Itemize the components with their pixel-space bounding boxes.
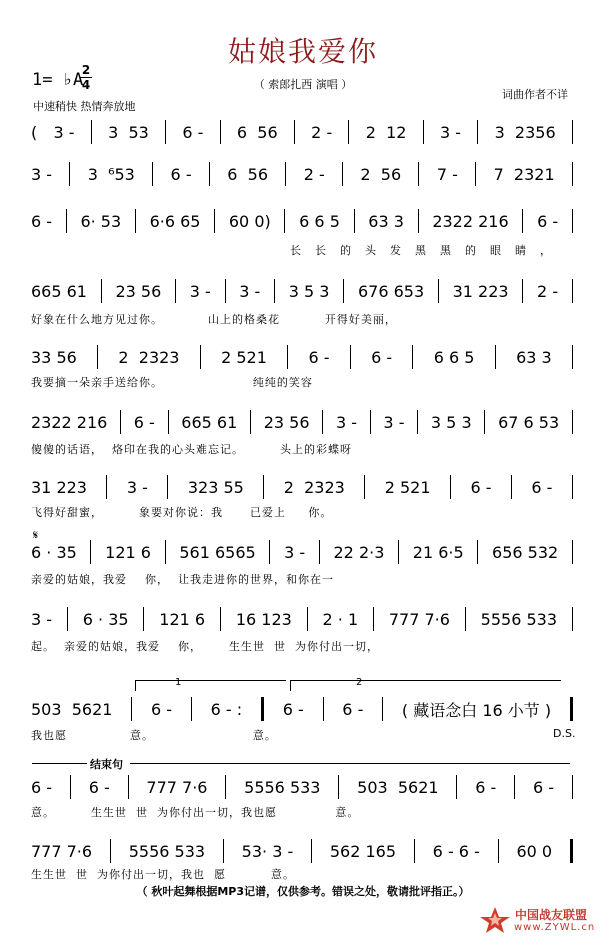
barline: [570, 697, 573, 721]
barline: [101, 279, 102, 303]
barline: [572, 475, 573, 499]
score-row-notes: [31, 837, 573, 865]
barline: [143, 607, 144, 631]
note-group: 5556 533: [244, 777, 321, 797]
barline: [572, 279, 573, 303]
note-group: 6 - 6 -: [432, 841, 480, 861]
note-group: 777 7·6: [146, 777, 208, 797]
note-group: 6 -: [470, 477, 492, 497]
note-group: 6 · 35: [82, 609, 129, 629]
score-row: [31, 605, 573, 633]
note-group: 6 -: [88, 777, 110, 797]
barline: [572, 410, 573, 434]
note-group: 3 53: [108, 122, 149, 142]
score-row-notes: [31, 343, 573, 371]
barline: [250, 410, 251, 434]
key-signature: 1= ♭A: [32, 70, 84, 90]
barline: [91, 120, 92, 144]
lyric-line: 起。 亲爱的姑娘，我爱 你， 生生世 世 为你付出一切，: [31, 640, 379, 653]
note-group: 2 -: [311, 122, 333, 142]
note-group: 6 - :: [210, 699, 243, 719]
note-group: 3 5 3: [288, 281, 330, 301]
score-row: [31, 408, 573, 436]
note-group: 323 55: [187, 477, 244, 497]
barline: [128, 775, 129, 799]
barline: [572, 345, 573, 369]
barline: [284, 209, 285, 233]
score-row-notes: [31, 473, 573, 501]
coda-line-right: [130, 763, 570, 764]
note-group: 5556 533: [480, 609, 557, 629]
barline: [323, 697, 324, 721]
score-row: [31, 277, 573, 305]
tempo-marking: 中速稍快 热情奔放地: [33, 100, 136, 113]
barline: [495, 345, 496, 369]
note-group: 6 -: [170, 164, 192, 184]
note-group: 31 223: [452, 281, 509, 301]
barline: [152, 162, 153, 186]
note-group: 6 -: [31, 211, 53, 231]
coda-label: 结束句: [90, 758, 123, 771]
barline: [465, 607, 466, 631]
note-group: 63 3: [516, 347, 552, 367]
barline: [398, 540, 399, 564]
lyric-line: 我要摘一朵亲手送给你。 纯纯的笑容: [31, 376, 313, 389]
lyric-line: 我也愿 意。 意。: [31, 729, 277, 742]
barline: [522, 209, 523, 233]
segno-sign: 𝄋: [33, 528, 39, 542]
note-group: 6 -: [31, 777, 53, 797]
note-group: 2 2323: [283, 477, 345, 497]
note-group: 3 -: [239, 281, 261, 301]
barline: [382, 697, 383, 721]
barline: [364, 475, 365, 499]
note-group: 2 -: [537, 281, 559, 301]
barline: [511, 475, 512, 499]
note-group: 3 -: [284, 542, 306, 562]
barline: [514, 775, 515, 799]
barline: [311, 839, 312, 863]
note-group: 67 6 53: [498, 412, 560, 432]
note-group: 53· 3 -: [241, 841, 294, 861]
barline: [287, 345, 288, 369]
note-group: 3 2356: [494, 122, 556, 142]
barline: [67, 607, 68, 631]
note-group: 6 6 5: [299, 211, 340, 231]
note-group: 6·6 65: [149, 211, 201, 231]
note-group: 2 521: [221, 347, 267, 367]
note-group: 2 521: [384, 477, 431, 497]
barline: [120, 410, 121, 434]
score-row-notes: [31, 207, 573, 235]
watermark-name: 中国战友联盟: [515, 908, 588, 922]
note-group: 2 56: [360, 164, 402, 184]
watermark-url: www.ZYWL.cn: [514, 922, 596, 933]
barline: [477, 120, 478, 144]
note-group: 33 56: [31, 347, 77, 367]
barline: [343, 279, 344, 303]
note-group: 6 -: [308, 347, 330, 367]
barline: [66, 209, 67, 233]
score-row: [31, 207, 573, 235]
note-group: 6 -: [532, 777, 554, 797]
note-group: 777 7·6: [388, 609, 450, 629]
note-group: 3 -: [383, 412, 405, 432]
note-group: 6 -: [475, 777, 497, 797]
barline: [191, 697, 192, 721]
barline: [209, 162, 210, 186]
lyric-line: 长长的头发黑黑的眼睛，: [290, 244, 565, 257]
score-row: [31, 773, 573, 801]
note-group: 6· 53: [80, 211, 122, 231]
note-group: 121 6: [159, 609, 206, 629]
score-row-notes: [31, 773, 573, 801]
note-group: 562 165: [329, 841, 397, 861]
note-group: 3 -: [440, 122, 462, 142]
ds-mark: D.S.: [553, 727, 576, 740]
barline: [167, 475, 168, 499]
barline: [70, 775, 71, 799]
barline: [168, 410, 169, 434]
lyric-line: 好象在什么地方见过你。 山上的格桑花 开得好美丽，: [31, 313, 397, 326]
footer-note: （ 秋叶起舞根据MP3记谱，仅供参考。错误之处，敬请批评指正。）: [136, 885, 470, 898]
barline: [263, 475, 264, 499]
barline: [373, 607, 374, 631]
note-group: 6 -: [371, 347, 393, 367]
barline: [438, 279, 439, 303]
note-group: 6 56: [236, 122, 278, 142]
score-row: [31, 343, 573, 371]
barline: [423, 120, 424, 144]
barline: [225, 279, 226, 303]
barline: [354, 209, 355, 233]
barline: [350, 345, 351, 369]
lyric-line: 意。 生生世 世 为你付出一切，我也愿 意。: [31, 806, 360, 819]
volta-1-bracket: [135, 680, 286, 691]
lyric-line: 飞得好甜蜜， 象要对你说：我 已爱上 你。: [31, 506, 333, 519]
barline: [220, 607, 221, 631]
barline: [572, 209, 573, 233]
lyric-line: 亲爱的姑娘，我爱 你， 让我走进你的世界，和你在一: [31, 573, 334, 586]
barline: [285, 162, 286, 186]
score-row: [31, 118, 573, 146]
note-group: 5556 533: [128, 841, 206, 861]
score-row: [31, 695, 573, 723]
note-group: 7 2321: [493, 164, 555, 184]
barline: [110, 839, 111, 863]
barline: [261, 697, 264, 721]
note-group: 3 -: [335, 412, 357, 432]
barline: [417, 410, 418, 434]
note-group: 665 61: [31, 281, 87, 301]
score-row: [31, 538, 573, 566]
note-group: 3 -: [53, 122, 75, 142]
song-title: 姑娘我爱你: [227, 35, 378, 68]
barline: [370, 410, 371, 434]
barline: [322, 410, 323, 434]
volta-2-bracket: [290, 680, 561, 691]
note-group: 7 -: [436, 164, 458, 184]
score-row-notes: [31, 118, 573, 146]
barline: [200, 345, 201, 369]
note-group: 2 12: [365, 122, 407, 142]
barline: [319, 540, 320, 564]
note-group: 16 123: [235, 609, 292, 629]
performer: （ 索郎扎西 演唱 ）: [253, 78, 353, 91]
credit: 词曲作者不详: [502, 88, 568, 101]
barline: [220, 120, 221, 144]
barline: [498, 839, 499, 863]
barline: [572, 775, 573, 799]
note-group: ( 藏语念白 16 小节 ): [401, 700, 552, 720]
barline: [418, 162, 419, 186]
volta-2-label: 2: [356, 677, 363, 688]
barline: [475, 162, 476, 186]
note-group: 656 532: [492, 542, 559, 562]
time-signature-denominator: 4: [81, 78, 91, 92]
time-signature-numerator: 2: [81, 63, 91, 77]
barline: [223, 839, 224, 863]
note-group: 6 -: [537, 211, 559, 231]
note-group: 23 56: [263, 412, 310, 432]
note-group: 21 6·5: [412, 542, 464, 562]
note-group: 503 5621: [357, 777, 439, 797]
score-row-notes: [31, 408, 573, 436]
note-group: 6 -: [531, 477, 553, 497]
barline: [269, 540, 270, 564]
lyric-line: 傻傻的话语， 烙印在我的心头难忘记。 头上的彩蝶呀: [31, 443, 352, 456]
barline: [572, 607, 573, 631]
note-group: 6 -: [151, 699, 173, 719]
barline: [348, 120, 349, 144]
barline: [307, 607, 308, 631]
barline: [131, 697, 132, 721]
note-group: 6 · 35: [31, 542, 77, 562]
barline: [418, 209, 419, 233]
barline: [570, 839, 573, 863]
score-row-notes: [31, 695, 573, 723]
note-group: 2 2323: [118, 347, 180, 367]
watermark-star-icon: [478, 905, 512, 935]
barline: [456, 775, 457, 799]
barline: [338, 775, 339, 799]
barline: [225, 775, 226, 799]
note-group: 2 -: [303, 164, 325, 184]
note-group: 503 5621: [31, 699, 113, 719]
note-group: 676 653: [357, 281, 425, 301]
barline: [69, 162, 70, 186]
note-group: 3 -: [31, 164, 53, 184]
note-group: 561 6565: [179, 542, 256, 562]
barline: [412, 345, 413, 369]
volta-1-label: 1: [175, 677, 182, 688]
note-group: 23 56: [115, 281, 162, 301]
note-group: 121 6: [105, 542, 151, 562]
barline: [572, 162, 573, 186]
score-row: [31, 837, 573, 865]
barline: [572, 120, 573, 144]
coda-line-left: [32, 763, 87, 764]
barline: [414, 839, 415, 863]
note-group: 665 61: [181, 412, 238, 432]
score-row: [31, 473, 573, 501]
note-group: 3 -: [189, 281, 211, 301]
note-group: 3 5 3: [430, 412, 472, 432]
score-row-notes: [31, 160, 573, 188]
note-group: 6 -: [182, 122, 204, 142]
note-group: 3 -: [31, 609, 53, 629]
barline: [165, 540, 166, 564]
note-group: 2 · 1: [322, 609, 359, 629]
note-group: 3 ⁶53: [87, 164, 135, 184]
barline: [90, 540, 91, 564]
barline: [450, 475, 451, 499]
note-group: 60 0): [228, 211, 271, 231]
barline: [294, 120, 295, 144]
barline: [522, 279, 523, 303]
barline: [274, 279, 275, 303]
barline: [342, 162, 343, 186]
score-row-notes: [31, 538, 573, 566]
note-group: 22 2·3: [333, 542, 385, 562]
barline: [165, 120, 166, 144]
barline: [214, 209, 215, 233]
note-group: 6 56: [227, 164, 268, 184]
note-group: 31 223: [31, 477, 87, 497]
score-row: [31, 160, 573, 188]
barline: [106, 475, 107, 499]
barline: [477, 540, 478, 564]
barline: [572, 540, 573, 564]
barline: [175, 279, 176, 303]
note-group: 6 -: [133, 412, 155, 432]
note-group: 2322 216: [432, 211, 509, 231]
note-group: 60 0: [516, 841, 553, 861]
note-group: 777 7·6: [31, 841, 93, 861]
note-group: 6 -: [282, 699, 304, 719]
note-group: 2322 216: [31, 412, 108, 432]
note-group: 3 -: [126, 477, 148, 497]
score-row-notes: [31, 605, 573, 633]
score-row-notes: [31, 277, 573, 305]
barline: [135, 209, 136, 233]
note-group: 6 6 5: [433, 347, 475, 367]
note-group: 63 3: [368, 211, 404, 231]
note-group: 6 -: [342, 699, 364, 719]
barline: [484, 410, 485, 434]
lyric-line: 生生世 世 为你付出一切，我也 愿 意。: [31, 868, 295, 881]
note-group: (: [31, 122, 38, 142]
barline: [97, 345, 98, 369]
